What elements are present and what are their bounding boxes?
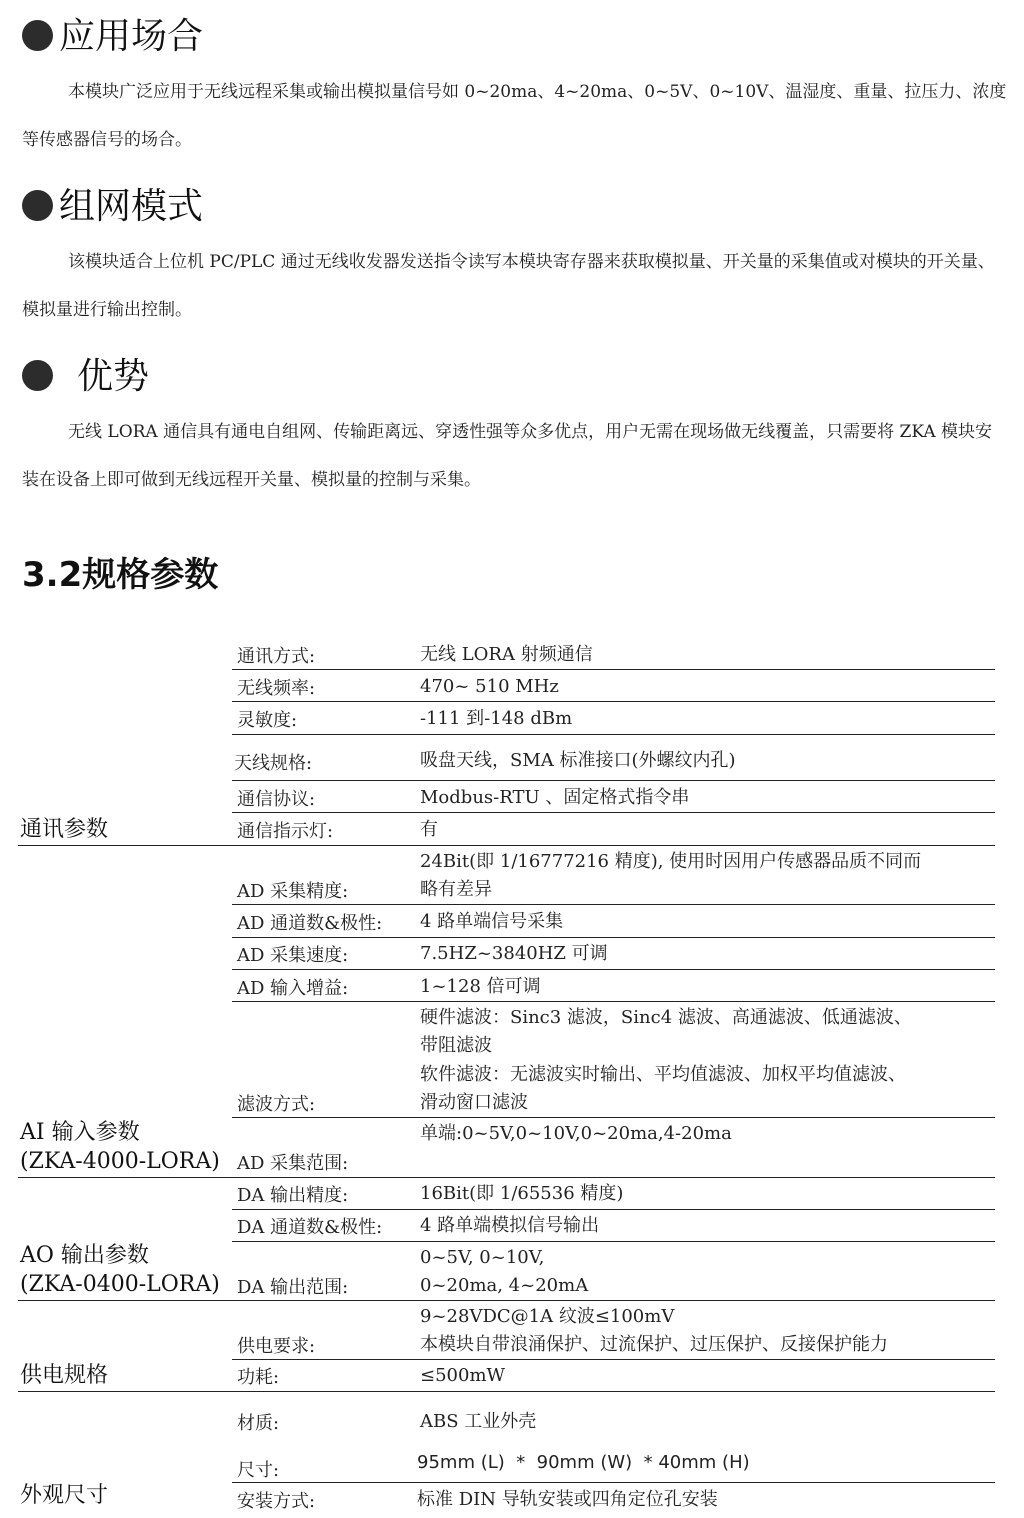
spec-label-ad-channels: AD 通道数&极性: xyxy=(237,913,383,934)
table-rule xyxy=(232,669,995,670)
table-rule xyxy=(232,1482,995,1483)
spec-label-material: 材质: xyxy=(237,1413,280,1434)
spec-value-size: 95mm (L) * 90mm (W) * 40mm (H) xyxy=(417,1452,750,1473)
spec-label-sensitivity: 灵敏度: xyxy=(237,710,298,731)
spec-label-da-range: DA 输出范围: xyxy=(237,1277,349,1298)
group-label-appearance: 外观尺寸 xyxy=(20,1483,109,1508)
spec-label-power-req: 供电要求: xyxy=(237,1336,316,1357)
group-rule xyxy=(18,1391,995,1392)
spec-value-filter-line1: 硬件滤波：Sinc3 滤波，Sinc4 滤波、高通滤波、低通滤波、 xyxy=(420,1007,912,1028)
group-label-ao: AO 输出参数 xyxy=(20,1243,149,1268)
spec-value-ad-speed: 7.5HZ~3840HZ 可调 xyxy=(420,943,608,964)
bullet-dot-icon xyxy=(22,360,53,391)
group-label-comm: 通讯参数 xyxy=(20,817,109,842)
spec-label-da-channels: DA 通道数&极性: xyxy=(237,1217,383,1238)
table-rule xyxy=(232,780,995,781)
spec-label-frequency: 无线频率: xyxy=(237,678,316,699)
spec-value-ad-gain: 1~128 倍可调 xyxy=(420,976,541,997)
table-rule xyxy=(232,1241,995,1242)
table-rule xyxy=(232,701,995,702)
spec-heading: 3.2规格参数 xyxy=(22,555,219,595)
bullet-dot-icon xyxy=(22,20,53,51)
spec-value-ad-precision-line2: 略有差异 xyxy=(420,879,492,900)
bullet-dot-icon xyxy=(22,190,53,221)
spec-label-consumption: 功耗: xyxy=(237,1367,280,1388)
spec-value-da-precision: 16Bit(即 1/65536 精度) xyxy=(420,1183,624,1204)
spec-value-antenna: 吸盘天线，SMA 标准接口(外螺纹内孔) xyxy=(420,750,736,771)
table-rule xyxy=(232,1117,995,1118)
table-rule xyxy=(232,1209,995,1210)
spec-value-comm-mode: 无线 LORA 射频通信 xyxy=(420,644,593,665)
group-rule xyxy=(18,1177,995,1178)
spec-label-da-precision: DA 输出精度: xyxy=(237,1185,349,1206)
group-label-ai: AI 输入参数 xyxy=(20,1120,140,1145)
spec-label-indicator: 通信指示灯: xyxy=(237,821,334,842)
section-paragraph-advantages: 无线 LORA 通信具有通电自组网、传输距离远、穿透性强等众多优点，用户无需在现场做无线覆盖，只需要将 ZKA 模块安装在设备上即可做到无线远程开关量、模拟量的控制与采集。 xyxy=(22,422,993,490)
spec-value-ad-channels: 4 路单端信号采集 xyxy=(420,911,564,932)
spec-label-filter: 滤波方式: xyxy=(237,1094,316,1115)
table-rule xyxy=(232,937,995,938)
spec-value-protocol: Modbus-RTU 、固定格式指令串 xyxy=(420,787,690,808)
group-rule xyxy=(18,1300,995,1301)
spec-value-sensitivity: -111 到-148 dBm xyxy=(420,708,573,729)
spec-value-consumption: ≤500mW xyxy=(420,1365,506,1386)
spec-value-indicator: 有 xyxy=(420,819,438,840)
spec-value-material: ABS 工业外壳 xyxy=(420,1411,537,1432)
spec-label-ad-precision: AD 采集精度: xyxy=(237,881,349,902)
spec-value-filter-line2: 带阻滤波 xyxy=(420,1035,492,1056)
spec-value-filter-line3: 软件滤波：无滤波实时输出、平均值滤波、加权平均值滤波、 xyxy=(420,1064,906,1085)
table-rule xyxy=(232,1359,995,1360)
spec-label-protocol: 通信协议: xyxy=(237,789,316,810)
group-label-ao-model: (ZKA-0400-LORA) xyxy=(20,1272,220,1297)
spec-value-install: 标准 DIN 导轨安装或四角定位孔安装 xyxy=(417,1489,718,1510)
spec-value-da-range-line2: 0~20ma, 4~20mA xyxy=(420,1275,589,1296)
section-paragraph-application: 本模块广泛应用于无线远程采集或输出模拟量信号如 0~20ma、4~20ma、0~5V、0~10V、温湿度、重量、拉压力、浓度等传感器信号的场合。 xyxy=(22,82,1007,150)
spec-value-ad-range: 单端:0~5V,0~10V,0~20ma,4-20ma xyxy=(420,1123,732,1144)
section-heading-application: 应用场合 xyxy=(22,8,203,59)
spec-label-antenna: 天线规格: xyxy=(234,753,313,774)
spec-value-frequency: 470~ 510 MHz xyxy=(420,676,559,697)
spec-value-filter-line4: 滑动窗口滤波 xyxy=(420,1092,528,1113)
spec-value-da-channels: 4 路单端模拟信号输出 xyxy=(420,1215,600,1236)
table-rule xyxy=(232,1001,995,1002)
spec-label-ad-speed: AD 采集速度: xyxy=(237,945,349,966)
spec-value-da-range-line1: 0~5V, 0~10V, xyxy=(420,1247,545,1268)
spec-label-ad-range: AD 采集范围: xyxy=(237,1153,349,1174)
spec-value-power-req-line1: 9~28VDC@1A 纹波≤100mV xyxy=(420,1306,675,1327)
table-rule xyxy=(232,969,995,970)
table-rule xyxy=(232,812,995,813)
spec-label-size: 尺寸: xyxy=(237,1460,280,1481)
section-heading-networking: 组网模式 xyxy=(22,178,203,229)
spec-label-comm-mode: 通讯方式: xyxy=(237,646,316,667)
group-label-ai-model: (ZKA-4000-LORA) xyxy=(20,1149,220,1174)
spec-label-install: 安装方式: xyxy=(237,1491,316,1512)
table-rule xyxy=(232,904,995,905)
spec-value-ad-precision-line1: 24Bit(即 1/16777216 精度), 使用时因用户传感器品质不同而 xyxy=(420,851,922,872)
table-rule xyxy=(232,734,995,735)
spec-label-ad-gain: AD 输入增益: xyxy=(237,978,349,999)
section-paragraph-networking: 该模块适合上位机 PC/PLC 通过无线收发器发送指令读写本模块寄存器来获取模拟量、开关量的采集值或对模块的开关量、模拟量进行输出控制。 xyxy=(22,252,995,320)
spec-value-power-req-line2: 本模块自带浪涌保护、过流保护、过压保护、反接保护能力 xyxy=(420,1334,888,1355)
group-rule xyxy=(18,845,995,846)
section-heading-advantages: 优势 xyxy=(22,348,149,399)
group-label-power: 供电规格 xyxy=(20,1363,109,1388)
